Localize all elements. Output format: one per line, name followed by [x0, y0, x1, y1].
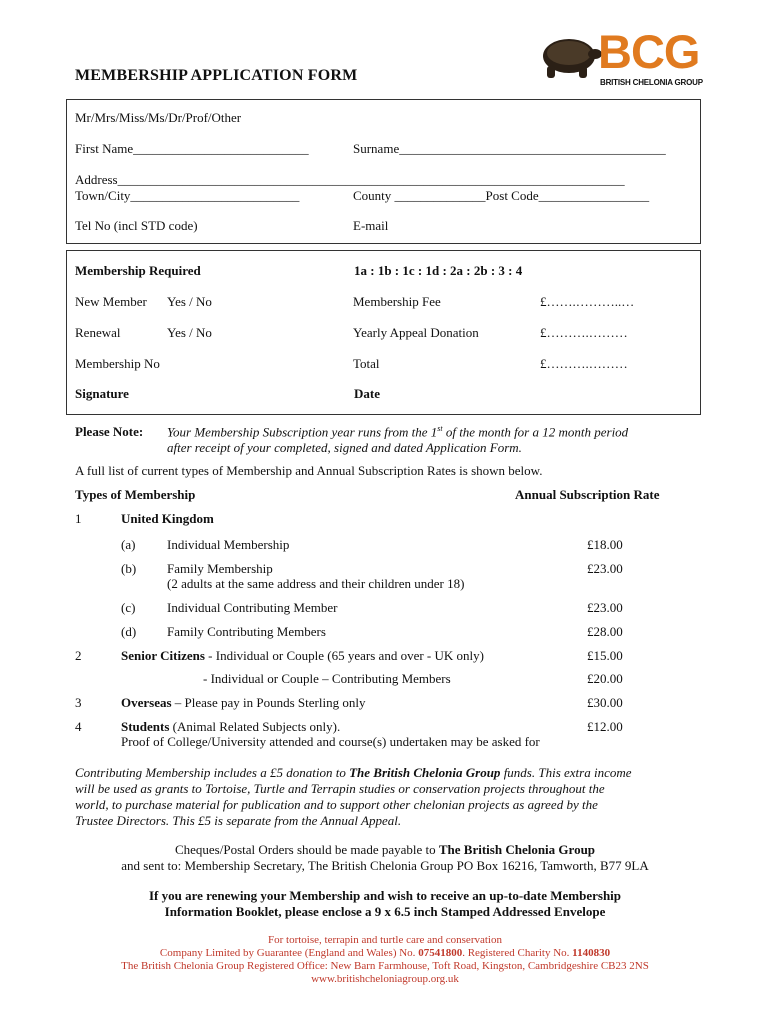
renewal-label: Renewal	[75, 325, 121, 340]
rate-code: (b)	[121, 561, 137, 576]
footer-tagline: For tortoise, terrapin and turtle care and conservation	[268, 934, 502, 946]
note-line-2: after receipt of your completed, signed and dated Application Form.	[167, 440, 522, 455]
date-field[interactable]: Date	[354, 386, 380, 401]
senior-citizens-row: Senior Citizens - Individual or Couple (65 years and over - UK only)	[121, 648, 484, 663]
page-title: MEMBERSHIP APPLICATION FORM	[75, 67, 358, 84]
county-postcode-field[interactable]: County ______________Post Code_________________	[353, 188, 650, 203]
rate-price: £18.00	[587, 537, 623, 552]
please-note-label: Please Note:	[75, 424, 144, 439]
senior-contributing-row: - Individual or Couple – Contributing Members	[203, 671, 451, 686]
renewal-note-line-1: If you are renewing your Membership and wish to receive an up-to-date Membership	[148, 888, 622, 903]
address-field[interactable]: Address______________________________________________________________________________	[75, 172, 625, 187]
total-field[interactable]: £……….………	[540, 356, 628, 371]
section-number: 1	[75, 511, 82, 526]
salutation-field[interactable]: Mr/Mrs/Miss/Ms/Dr/Prof/Other	[75, 110, 242, 125]
first-name-field[interactable]: First Name___________________________	[75, 141, 309, 156]
renewal-option[interactable]: Yes / No	[167, 325, 212, 340]
contributing-line-4: Trustee Directors. This £5 is separate from the Annual Appeal.	[75, 813, 402, 828]
students-proof-line: Proof of College/University attended and course(s) undertaken may be asked for	[121, 734, 540, 749]
membership-fee-field[interactable]: £…….………..…	[540, 294, 635, 309]
turtle-logo-icon	[539, 26, 603, 84]
rate-sublabel: (2 adults at the same address and their children under 18)	[167, 576, 465, 591]
rate-price: £12.00	[587, 719, 623, 734]
renewal-note-line-2: Information Booklet, please enclose a 9 x 6.5 inch Stamped Addressed Envelope	[164, 904, 606, 919]
rate-code: (d)	[121, 624, 137, 639]
appeal-donation-field[interactable]: £……….………	[540, 325, 628, 340]
section-number: 4	[75, 719, 82, 734]
section-title-uk: United Kingdom	[121, 511, 214, 526]
section-number: 2	[75, 648, 82, 663]
bcg-logo-letters: BCG	[598, 25, 700, 78]
section-number: 3	[75, 695, 82, 710]
new-member-label: New Member	[75, 294, 147, 309]
membership-codes[interactable]: 1a : 1b : 1c : 1d : 2a : 2b : 3 : 4	[354, 263, 523, 278]
rate-price: £20.00	[587, 671, 623, 686]
students-row: Students (Animal Related Subjects only).	[121, 719, 341, 734]
rate-code: (a)	[121, 537, 136, 552]
rate-label: Individual Membership	[167, 537, 290, 552]
membership-fee-label: Membership Fee	[353, 294, 441, 309]
note-line-1: Your Membership Subscription year runs from the 1st of the month for a 12 month period	[167, 424, 629, 440]
signature-field[interactable]: Signature	[75, 386, 129, 401]
rate-price: £15.00	[587, 648, 623, 663]
total-label: Total	[353, 356, 380, 371]
rates-intro: A full list of current types of Membership and Annual Subscription Rates is shown below.	[75, 463, 543, 478]
overseas-row: Overseas – Please pay in Pounds Sterling only	[121, 695, 366, 710]
rate-code: (c)	[121, 600, 136, 615]
rate-price: £23.00	[587, 561, 623, 576]
footer-website-link[interactable]: www.britishcheloniagroup.org.uk	[311, 973, 459, 985]
new-member-option[interactable]: Yes / No	[167, 294, 212, 309]
rate-label: Family Contributing Members	[167, 624, 326, 639]
contributing-line-3: world, to purchase material for publication and to support other chelonian projects as agreed by the	[75, 797, 598, 812]
types-header: Types of Membership	[75, 487, 196, 502]
payment-line-2: and sent to: Membership Secretary, The British Chelonia Group PO Box 16216, Tamworth, B77 9LA	[121, 858, 649, 873]
surname-field[interactable]: Surname_________________________________________	[353, 141, 666, 156]
footer-address: The British Chelonia Group Registered Office: New Barn Farmhouse, Toft Road, Kingston, Cambridgeshire CB23 2NS	[121, 960, 649, 972]
appeal-donation-label: Yearly Appeal Donation	[353, 325, 479, 340]
rate-header: Annual Subscription Rate	[515, 487, 660, 502]
rate-label: Family Membership	[167, 561, 273, 576]
contributing-line-1: Contributing Membership includes a £5 donation to The British Chelonia Group funds. This extra income	[75, 765, 632, 780]
payment-line-1: Cheques/Postal Orders should be made payable to The British Chelonia Group	[174, 842, 596, 857]
rate-price: £28.00	[587, 624, 623, 639]
footer-company: Company Limited by Guarantee (England and Wales) No. 07541800. Registered Charity No. 1140830	[159, 947, 611, 959]
rate-price: £30.00	[587, 695, 623, 710]
bcg-logo-subtitle: BRITISH CHELONIA GROUP	[600, 78, 703, 87]
email-field[interactable]: E-mail	[353, 218, 389, 233]
rate-price: £23.00	[587, 600, 623, 615]
membership-required-label: Membership Required	[75, 263, 201, 278]
town-field[interactable]: Town/City__________________________	[75, 188, 300, 203]
contributing-line-2: will be used as grants to Tortoise, Turtle and Terrapin studies or conservation projects throughout the	[75, 781, 605, 796]
rate-label: Individual Contributing Member	[167, 600, 338, 615]
tel-field[interactable]: Tel No (incl STD code)	[75, 218, 198, 233]
membership-number-field[interactable]: Membership No	[75, 356, 160, 371]
